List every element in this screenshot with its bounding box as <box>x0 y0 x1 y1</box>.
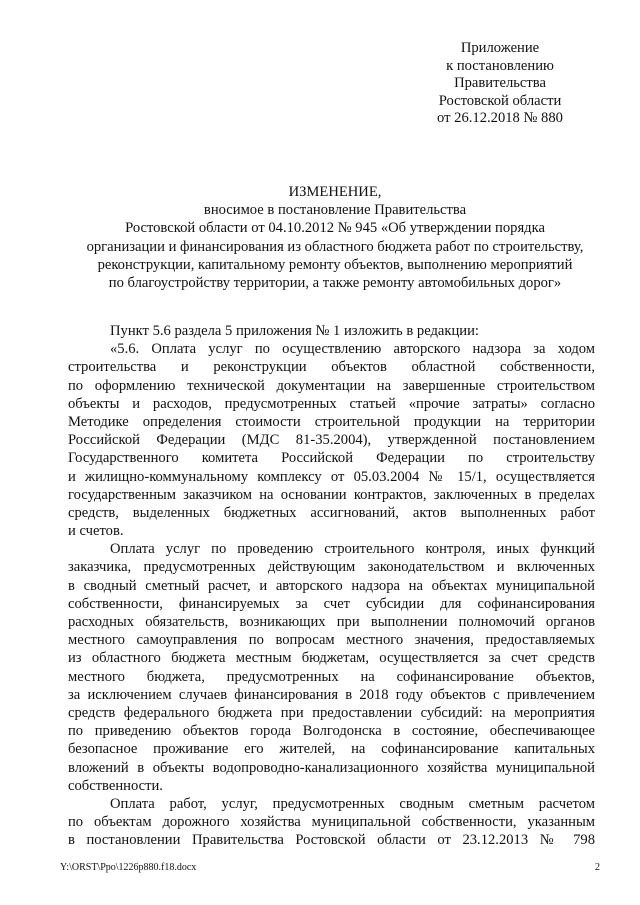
appendix-line: к постановлению <box>446 57 554 74</box>
body-line: по приведению объектов города Волгодонска в состояние, обеспечивающее <box>68 723 595 740</box>
file-path: Y:\ORST\Ppo\1226p880.f18.docx <box>60 862 197 873</box>
heading-line: вносимое в постановление Правительства <box>203 202 467 219</box>
body-line: расходных обязательств, возникающих при выполнении полномочий органов <box>68 614 595 630</box>
document-heading <box>50 183 620 292</box>
body-line: в постановлении Правительства Ростовской области от 23.12.2013 № 798 <box>68 832 595 849</box>
appendix-block <box>410 40 590 128</box>
body-line: заказчика, предусмотренных действующим законодательством и включенных <box>68 559 595 576</box>
body-line: строительства и реконструкции объектов областной собственности, <box>68 359 595 376</box>
body-line: собственности. <box>68 777 163 794</box>
body-line: местного бюджета, предусмотренных на софинансирование объектов, <box>68 668 595 685</box>
appendix-line: Правительства <box>454 75 546 92</box>
body-line: в сводный сметный расчет, и авторского надзора на объектах муниципальной <box>68 577 595 594</box>
appendix-line: от 26.12.2018 № 880 <box>437 110 563 127</box>
heading-line: организации и финансирования из областного бюджета работ по строительству, <box>86 238 584 255</box>
body-line: объекты и расходов, предусмотренных статьей «прочие затраты» согласно <box>68 395 595 412</box>
heading-line: реконструкции, капитальному ремонту объектов, выполнению мероприятий <box>97 256 573 273</box>
body-line: Пункт 5.6 раздела 5 приложения № 1 изложить в редакции: <box>110 323 479 339</box>
body-line: вложений в объекты водопроводно-канализационного хозяйства муниципальной <box>68 759 595 776</box>
body-line: за исключением случаев финансирования в 2018 году объектов с привлечением <box>68 686 595 703</box>
page-number: 2 <box>595 862 600 873</box>
document-body <box>68 322 595 849</box>
body-line: средств, выделенных бюджетных ассигнований, актов выполненных работ <box>68 504 595 521</box>
body-line: по оформлению технической документации на завершенные строительством <box>68 377 595 394</box>
body-line: и счетов. <box>68 523 124 540</box>
body-line: Государственного комитета Российской Федерации по строительству <box>68 450 595 467</box>
body-line: «5.6. Оплата услуг по осуществлению авторского надзора за ходом <box>110 341 595 358</box>
body-line: Российской Федерации (МДС 81-35.2004), утвержденной постановлением <box>68 432 595 449</box>
heading-line: Ростовской области от 04.10.2012 № 945 «Об утверждении порядка <box>125 220 545 237</box>
heading-title: ИЗМЕНЕНИЕ, <box>288 184 382 200</box>
body-line: и жилищно-коммунальному комплексу от 05.03.2004 № 15/1, осуществляется <box>68 468 595 485</box>
body-line: государственным заказчиком на основании контрактов, заключенных в пределах <box>68 486 595 503</box>
body-line: по объектам дорожного хозяйства муниципальной собственности, указанным <box>68 814 595 831</box>
body-line: Оплата услуг по проведению строительного контроля, иных функций <box>110 541 595 558</box>
body-line: собственности, финансируемых за счет субсидии для софинансирования <box>68 595 595 612</box>
body-line: местного самоуправления по вопросам местного значения, предоставляемых <box>68 632 595 649</box>
appendix-line: Ростовской области <box>438 92 562 109</box>
appendix-line: Приложение <box>460 40 540 56</box>
heading-line: по благоустройству территории, а также ремонту автомобильных дорог» <box>108 275 562 292</box>
body-line: безопасное проживание его жителей, на софинансирование капитальных <box>68 741 595 758</box>
body-line: Оплата работ, услуг, предусмотренных сводным сметным расчетом <box>110 795 595 812</box>
body-line: из областного бюджета местным бюджетам, осуществляется за счет средств <box>68 650 595 667</box>
body-line: Методике определения стоимости строительной продукции на территории <box>68 413 595 430</box>
body-line: средств федерального бюджета при предоставлении субсидий: на мероприятия <box>68 704 595 721</box>
